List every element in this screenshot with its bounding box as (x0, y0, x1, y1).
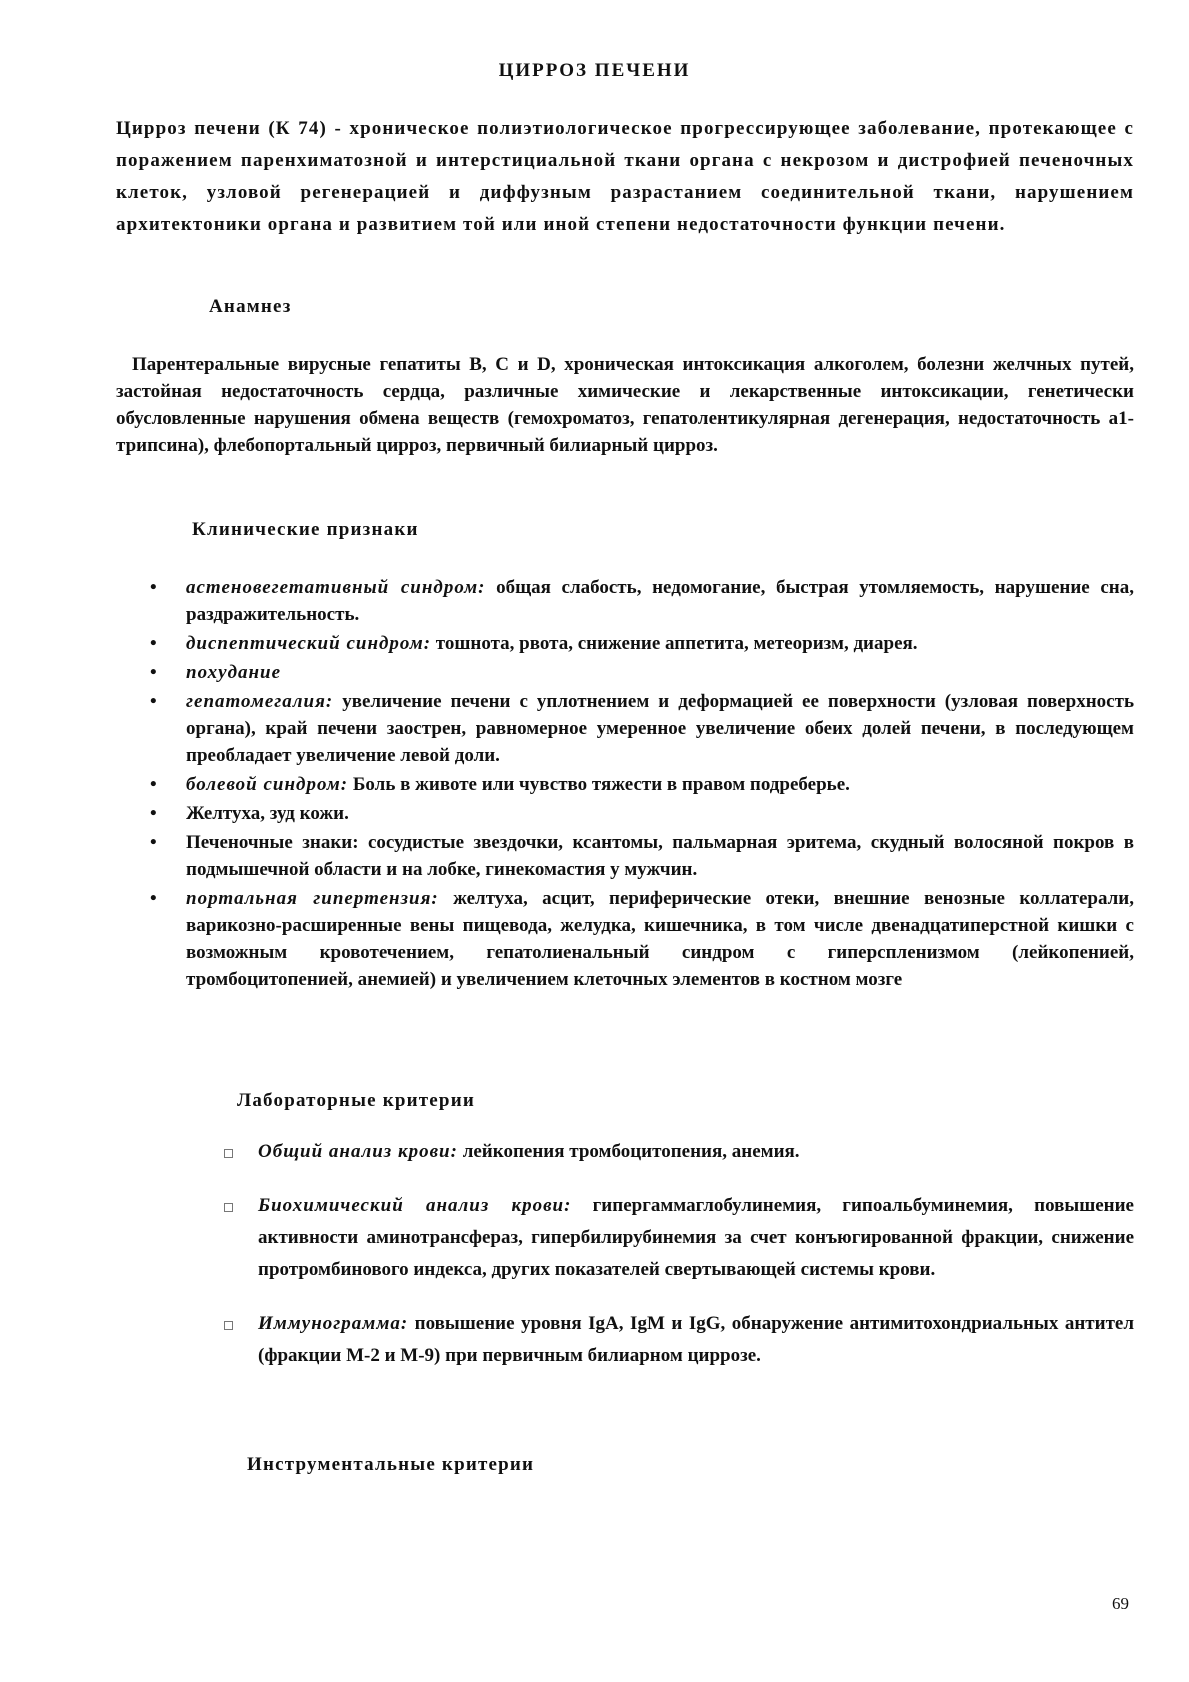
item-term: диспептический синдром: (186, 633, 432, 654)
item-text: желтуха, асцит, периферические отеки, внешние венозные коллатерали, варикозно-расширенные вены пищевода, желудка, кишечника, в том числе двенадцатиперстной кишки с возможным кровотечением, гепатолиенальный синдром с гиперспленизмом (лейкопенией, тромбоцитопенией, анемией) и увеличением клеточных элементов в костном мозге (186, 888, 1134, 990)
list-item (150, 771, 1134, 798)
square-bullet-icon (224, 1321, 233, 1330)
item-text: повышение уровня IgA, IgM и IgG, обнаружение антимитохондриальных антител (фракции М-2 и М-9) при первичным билиарном циррозе. (258, 1313, 1134, 1366)
item-term: портальная гипертензия: (186, 888, 439, 909)
item-text: увеличение печени с уплотнением и деформацией ее поверхности (узловая поверхность органа), край печени заострен, равномерное умеренное увеличение обеих долей печени, в последующем преобладает увеличение левой доли. (186, 691, 1134, 766)
list-item (150, 630, 1134, 657)
list-item (150, 829, 1134, 883)
bullet-icon: • (150, 888, 157, 909)
clinical-list (150, 574, 1134, 995)
item-term: астеновегетативный синдром: (186, 577, 486, 598)
page-number: 69 (1112, 1594, 1129, 1613)
list-item (150, 688, 1134, 769)
item-text: лейкопения тромбоцитопения, анемия. (457, 1141, 800, 1162)
list-item (150, 659, 1134, 686)
instrumental-heading: Инструментальные критерии (247, 1454, 535, 1475)
bullet-icon: • (150, 577, 157, 598)
lab-list (258, 1136, 1134, 1372)
anamnez-paragraph: Парентеральные вирусные гепатиты B, C и D, хроническая интоксикация алкоголем, болезни желчных путей, застойная недостаточность сердца, различные химические и лекарственные интоксикации, генетически обусловленные нарушения обмена веществ (гемохроматоз, гепатолентикулярная дегенерация, недостаточность a1-трипсина), флебопортальный цирроз, первичный билиарный цирроз. (116, 354, 1134, 456)
bullet-icon: • (150, 832, 157, 853)
list-item (258, 1190, 1134, 1286)
bullet-icon: • (150, 803, 157, 824)
item-text: Печеночные знаки: сосудистые звездочки, ксантомы, пальмарная эритема, скудный волосяной покров в подмышечной области и на лобке, гинекомастия у мужчин. (186, 832, 1134, 880)
intro-paragraph: Цирроз печени (К 74) - хроническое полиэтиологическое прогрессирующее заболевание, протекающее с поражением паренхиматозной и интерстициальной ткани органа с некрозом и дистрофией печеночных клеток, узловой регенерацией и диффузным разрастанием соединительной ткани, нарушением архитектоники органа и развитием той или иной степени недостаточности функции печени. (116, 118, 1134, 235)
item-text: гипергаммаглобулинемия, гипоальбуминемия, повышение активности аминотрансфераз, гипербилирубинемия за счет конъюгированной фракции, снижение протромбинового индекса, других показателей свертывающей системы крови. (258, 1195, 1134, 1280)
list-item (258, 1308, 1134, 1372)
bullet-icon: • (150, 774, 157, 795)
square-bullet-icon (224, 1149, 233, 1158)
item-term: Общий анализ крови: (258, 1141, 458, 1162)
item-text: Желтуха, зуд кожи. (186, 803, 349, 824)
clinical-heading: Клинические признаки (192, 519, 419, 540)
square-bullet-icon (224, 1203, 233, 1212)
list-item (258, 1136, 1134, 1168)
item-text: тошнота, рвота, снижение аппетита, метеоризм, диарея. (431, 633, 918, 654)
item-text: Боль в животе или чувство тяжести в правом подреберье. (348, 774, 850, 795)
lab-heading: Лабораторные критерии (237, 1090, 475, 1111)
item-term: гепатомегалия: (186, 691, 334, 712)
list-item (150, 885, 1134, 993)
item-term: болевой синдром: (186, 774, 349, 795)
list-item (150, 574, 1134, 628)
bullet-icon: • (150, 633, 157, 654)
page-title: ЦИРРОЗ ПЕЧЕНИ (498, 60, 691, 81)
bullet-icon: • (150, 662, 157, 683)
item-term: похудание (186, 662, 282, 683)
list-item (150, 800, 1134, 827)
item-text: общая слабость, недомогание, быстрая утомляемость, нарушение сна, раздражительность. (186, 577, 1134, 625)
bullet-icon: • (150, 691, 157, 712)
item-term: Иммунограмма: (258, 1313, 409, 1334)
item-term: Биохимический анализ крови: (258, 1195, 572, 1216)
anamnez-heading: Анамнез (209, 296, 292, 317)
